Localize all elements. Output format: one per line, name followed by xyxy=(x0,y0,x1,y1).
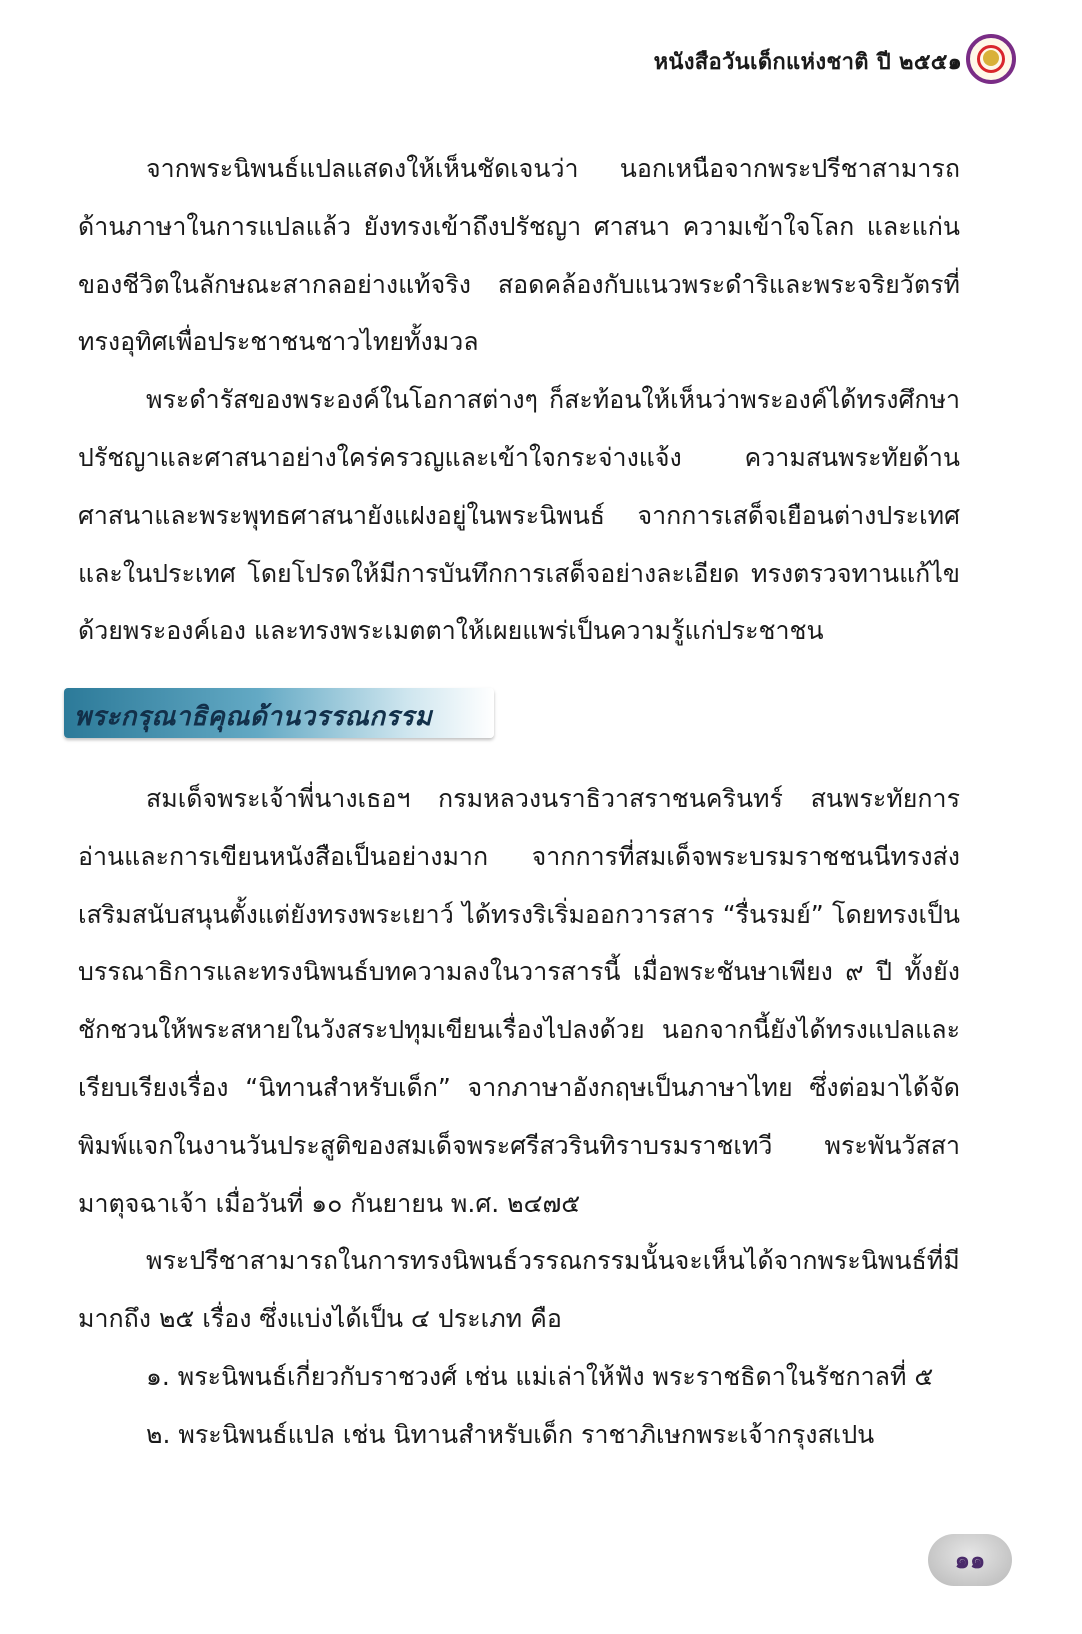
paragraph: จากพระนิพนธ์แปลแสดงให้เห็นชัดเจนว่า นอกเหนือจากพระปรีชาสามารถด้านภาษาในการแปลแล้ว ยังทรงเข้าถึงปรัชญา ศาสนา ความเข้าใจโลก และแก่นของชีวิตในลักษณะสากลอย่างแท้จริง สอดคล้องกับแนวพระดำริและพระจริยวัตรที่ทรงอุทิศเพื่อประชาชนชาวไทยทั้งมวล xyxy=(78,154,960,357)
paragraph: พระดำรัสของพระองค์ในโอกาสต่างๆ ก็สะท้อนให้เห็นว่าพระองค์ได้ทรงศึกษาปรัชญาและศาสนาอย่างใคร่ครวญและเข้าใจกระจ่างแจ้ง ความสนพระทัยด้านศาสนาและพระพุทธศาสนายังแฝงอยู่ในพระนิพนธ์ จากการเสด็จเยือนต่างประเทศและในประเทศ โดยโปรดให้มีการบันทึกการเสด็จอย่างละเอียด ทรงตรวจทานแก้ไขด้วยพระองค์เอง และทรงพระเมตตาให้เผยแพร่เป็นความรู้แก่ประชาชน xyxy=(78,385,960,646)
running-header: หนังสือวันเด็กแห่งชาติ ปี ๒๕๕๑ xyxy=(653,50,962,75)
section-heading: พระกรุณาธิคุณด้านวรรณกรรม xyxy=(74,702,433,732)
paragraph: พระปรีชาสามารถในการทรงนิพนธ์วรรณกรรมนั้นจะเห็นได้จากพระนิพนธ์ที่มีมากถึง ๒๕ เรื่อง ซึ่งแบ่งได้เป็น ๔ ประเภท คือ xyxy=(78,1246,960,1334)
emblem-icon xyxy=(966,34,1016,84)
list-item: ๑. พระนิพนธ์เกี่ยวกับราชวงศ์ เช่น แม่เล่าให้ฟัง พระราชธิดาในรัชกาลที่ ๕ xyxy=(146,1361,934,1391)
section-heading-banner xyxy=(64,688,494,738)
bottom-text-block xyxy=(78,770,960,1464)
top-text-block xyxy=(78,140,960,660)
emblem-center xyxy=(983,50,999,66)
paragraph: สมเด็จพระเจ้าพี่นางเธอฯ กรมหลวงนราธิวาสราชนครินทร์ สนพระทัยการอ่านและการเขียนหนังสือเป็นอย่างมาก จากการที่สมเด็จพระบรมราชชนนีทรงส่งเสริมสนับสนุนตั้งแต่ยังทรงพระเยาว์ ได้ทรงริเริ่มออกวารสาร “รื่นรมย์” โดยทรงเป็นบรรณาธิการและทรงนิพนธ์บทความลงในวารสารนี้ เมื่อพระชันษาเพียง ๙ ปี ทั้งยังชักชวนให้พระสหายในวังสระปทุมเขียนเรื่องไปลงด้วย นอกจากนี้ยังได้ทรงแปลและเรียบเรียงเรื่อง “นิทานสำหรับเด็ก” จากภาษาอังกฤษเป็นภาษาไทย ซึ่งต่อมาได้จัดพิมพ์แจกในงานวันประสูติของสมเด็จพระศรีสวรินทิราบรมราชเทวี พระพันวัสสามาตุจฉาเจ้า เมื่อวันที่ ๑๐ กันยายน พ.ศ. ๒๔๗๕ xyxy=(78,784,960,1218)
page-number: ๑๑ xyxy=(928,1534,1012,1586)
list-item: ๒. พระนิพนธ์แปล เช่น นิทานสำหรับเด็ก ราชาภิเษกพระเจ้ากรุงสเปน xyxy=(146,1419,875,1449)
